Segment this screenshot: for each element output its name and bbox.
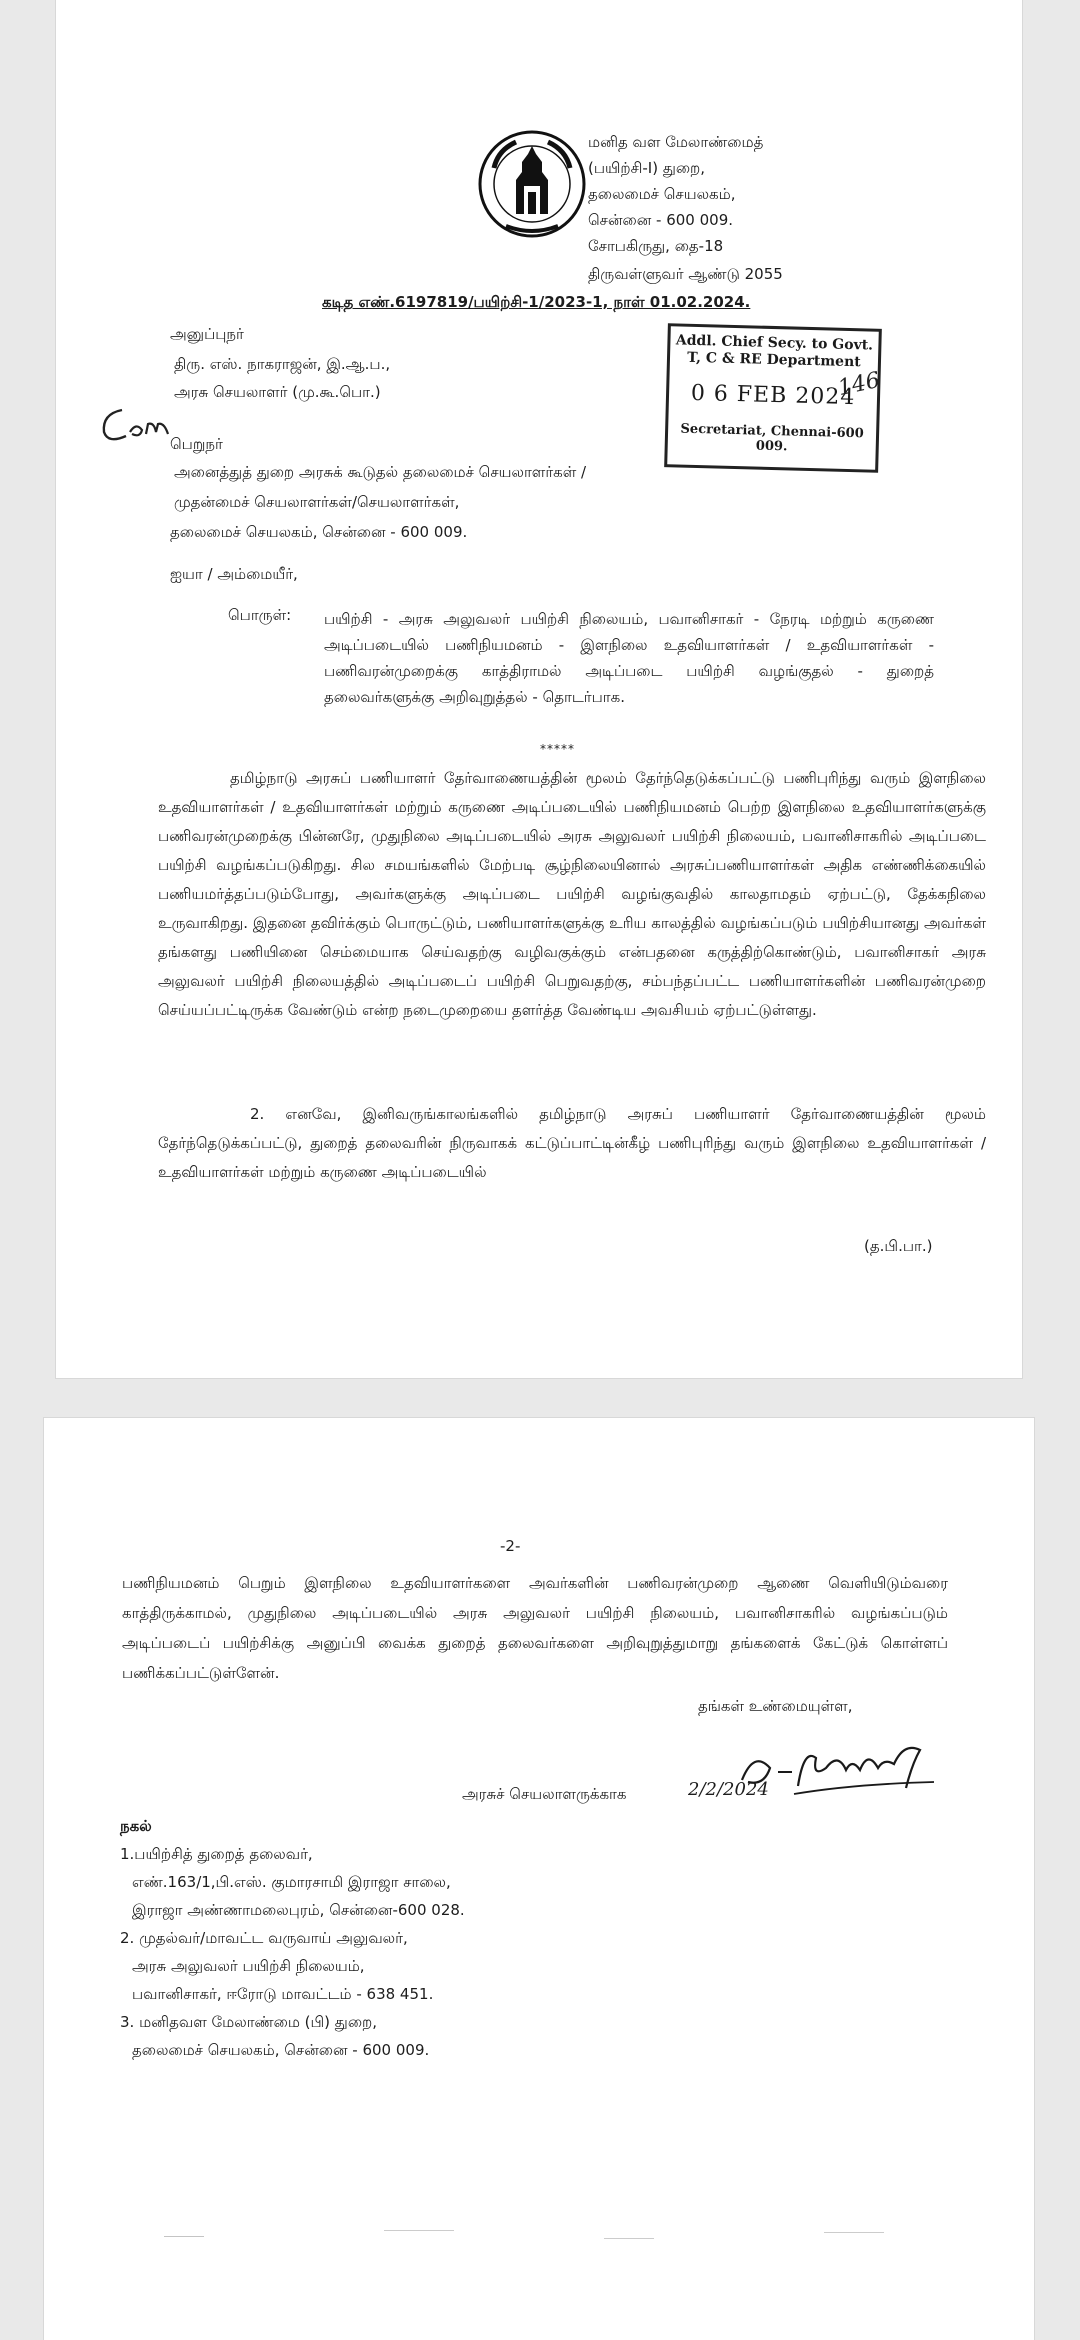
dept-line-1: மனித வள மேலாண்மைத் bbox=[588, 133, 764, 151]
closing: தங்கள் உண்மையுள்ள, bbox=[698, 1697, 853, 1715]
scan-noise bbox=[824, 2232, 884, 2233]
separator-stars: ***** bbox=[540, 742, 575, 756]
copy-line-8: தலைமைச் செயலகம், சென்னை - 600 009. bbox=[132, 2041, 430, 2059]
paragraph-1: தமிழ்நாடு அரசுப் பணியாளர் தேர்வாணையத்தின் மூலம் தேர்ந்தெடுக்கப்பட்டு பணிபுரிந்து வரும் இளநிலை உதவியாளர்கள் / உதவியாளர்கள் மற்றும் கருணை அடிப்படையில் பணிநியமனம் பெற்ற இளநிலை உதவியாளர்களுக்கு பணிவரன்முறைக்கு பின்னரே, முதுநிலை அடிப்படையில் அரசு அலுவலர் பயிற்சி நிலையம், பவானிசாகரில் அடிப்படை பயிற்சி வழங்கப்படுகிறது. சில சமயங்களில் மேற்படி சூழ்நிலையினால் அரசுப்பணியாளர்கள் அதிக எண்ணிக்கையில் பணியமர்த்தப்படும்போது, அவர்களுக்கு அடிப்படை பயிற்சி வழங்குவதில் காலதாமதம் ஏற்பட்டு, தேக்கநிலை உருவாகிறது. இதனை தவிர்க்கும் பொருட்டும், பணியாளர்களுக்கு உரிய காலத்தில் வழங்கப்படும் பயிற்சியானது அவர்கள் தங்களது பணியினை செம்மையாக செய்வதற்கு வழிவகுக்கும் என்பதனை கருத்திற்கொண்டும், பவானிசாகர் அரசு அலுவலர் பயிற்சி நிலையத்தில் அடிப்படைப் பயிற்சி பெறுவதற்கு, சம்பந்தப்பட்ட பணியாளர்களின் பணிவரன்முறை செய்யப்பட்டிருக்க வேண்டும் என்ற நடைமுறையை தளர்த்த வேண்டிய அவசியம் ஏற்பட்டுள்ளது. bbox=[158, 769, 986, 1019]
subject-label: பொருள்: bbox=[228, 606, 292, 624]
copy-line-7: 3. மனிதவள மேலாண்மை (பி) துறை, bbox=[120, 2013, 377, 2031]
scan-noise bbox=[164, 2236, 204, 2237]
stamp-place: Secretariat, Chennai-600 009. bbox=[680, 421, 864, 455]
recipient-line-2: முதன்மைச் செயலாளர்கள்/செயலாளர்கள், bbox=[174, 493, 460, 511]
recipient-line-1: அனைத்துத் துறை அரசுக் கூடுதல் தலைமைச் செயலாளர்கள் / bbox=[174, 463, 587, 481]
copy-line-1: 1.பயிற்சித் துறைத் தலைவர், bbox=[120, 1845, 313, 1863]
stamp-date: 0 6 FEB 2024 bbox=[690, 380, 856, 411]
copy-line-5: அரசு அலுவலர் பயிற்சி நிலையம், bbox=[132, 1957, 365, 1975]
scan-noise bbox=[604, 2238, 654, 2239]
subject-text: பயிற்சி - அரசு அலுவலர் பயிற்சி நிலையம், பவானிசாகர் - நேரடி மற்றும் கருணை அடிப்படையில் பணிநியமனம் - இளநிலை உதவியாளர்கள் / உதவியாளர்கள் - பணிவரன்முறைக்கு காத்திராமல் அடிப்படை பயிற்சி வழங்குதல் - துறைத் தலைவர்களுக்கு அறிவுறுத்தல் - தொடர்பாக. bbox=[324, 610, 934, 706]
signatory: அரசுச் செயலாளருக்காக bbox=[462, 1785, 627, 1803]
paragraph-2: 2. எனவே, இனிவருங்காலங்களில் தமிழ்நாடு அரசுப் பணியாளர் தேர்வாணையத்தின் மூலம் தேர்ந்தெடுக்கப்பட்டு, துறைத் தலைவரின் நிருவாகக் கட்டுப்பாட்டின்கீழ் பணிபுரிந்து வரும் இளநிலை உதவியாளர்கள் / உதவியாளர்கள் மற்றும் கருணை அடிப்படையில் bbox=[158, 1105, 986, 1181]
please-turn-over: (த.பி.பா.) bbox=[864, 1237, 933, 1255]
letter-reference: கடித எண்.6197819/பயிற்சி-1/2023-1, நாள் 01.02.2024. bbox=[322, 293, 751, 311]
letter-page-1 bbox=[56, 0, 1022, 1378]
dept-line-2: (பயிற்சி-I) துறை, bbox=[588, 159, 706, 177]
copy-line-4: 2. முதல்வர்/மாவட்ட வருவாய் அலுவலர், bbox=[120, 1929, 408, 1947]
recipient-line-3: தலைமைச் செயலகம், சென்னை - 600 009. bbox=[170, 523, 468, 541]
dept-line-3: தலைமைச் செயலகம், bbox=[588, 185, 736, 203]
dept-line-4: சென்னை - 600 009. bbox=[588, 211, 734, 229]
sender-title: அரசு செயலாளர் (மு.கூ.பொ.) bbox=[174, 383, 381, 401]
dept-line-5: சோபகிருது, தை-18 bbox=[588, 237, 724, 255]
recipient-label: பெறுநர் bbox=[170, 435, 223, 453]
copy-label: நகல் bbox=[120, 1817, 152, 1835]
copy-line-3: இராஜா அண்ணாமலைபுரம், சென்னை-600 028. bbox=[132, 1901, 465, 1919]
letter-page-2 bbox=[44, 1418, 1034, 2340]
stamp-line-1: Addl. Chief Secy. to Govt. bbox=[675, 332, 874, 354]
stamp-line-2: T, C & RE Department bbox=[687, 349, 861, 371]
scan-noise bbox=[384, 2230, 454, 2231]
salutation: ஐயா / அம்மையீர், bbox=[170, 565, 298, 583]
tamil-nadu-emblem-icon bbox=[476, 128, 588, 240]
dept-line-6: திருவள்ளுவர் ஆண்டு 2055 bbox=[588, 265, 783, 283]
signature-date: 2/2/2024 bbox=[688, 1779, 769, 1800]
page2-paragraph: பணிநியமனம் பெறும் இளநிலை உதவியாளர்களை அவர்களின் பணிவரன்முறை ஆணை வெளியிடும்வரை காத்திருக்காமல், முதுநிலை அடிப்படையில் அரசு அலுவலர் பயிற்சி நிலையம், பவானிசாகரில் வழங்கப்படும் அடிப்படைப் பயிற்சிக்கு அனுப்பி வைக்க துறைத் தலைவர்களை அறிவுறுத்துமாறு தங்களைக் கேட்டுக் கொள்ளப் பணிக்கப்பட்டுள்ளேன். bbox=[122, 1574, 948, 1682]
sender-name: திரு. எஸ். நாகராஜன், இ.ஆ.ப., bbox=[174, 355, 391, 373]
handwritten-initials bbox=[96, 400, 176, 450]
sender-label: அனுப்புநர் bbox=[170, 325, 244, 343]
stamp-handwritten-number: 146 bbox=[835, 367, 883, 402]
page-number: -2- bbox=[500, 1537, 521, 1555]
copy-line-2: எண்.163/1,பி.எஸ். குமாரசாமி இராஜா சாலை, bbox=[132, 1873, 451, 1891]
copy-line-6: பவானிசாகர், ஈரோடு மாவட்டம் - 638 451. bbox=[132, 1985, 434, 2003]
